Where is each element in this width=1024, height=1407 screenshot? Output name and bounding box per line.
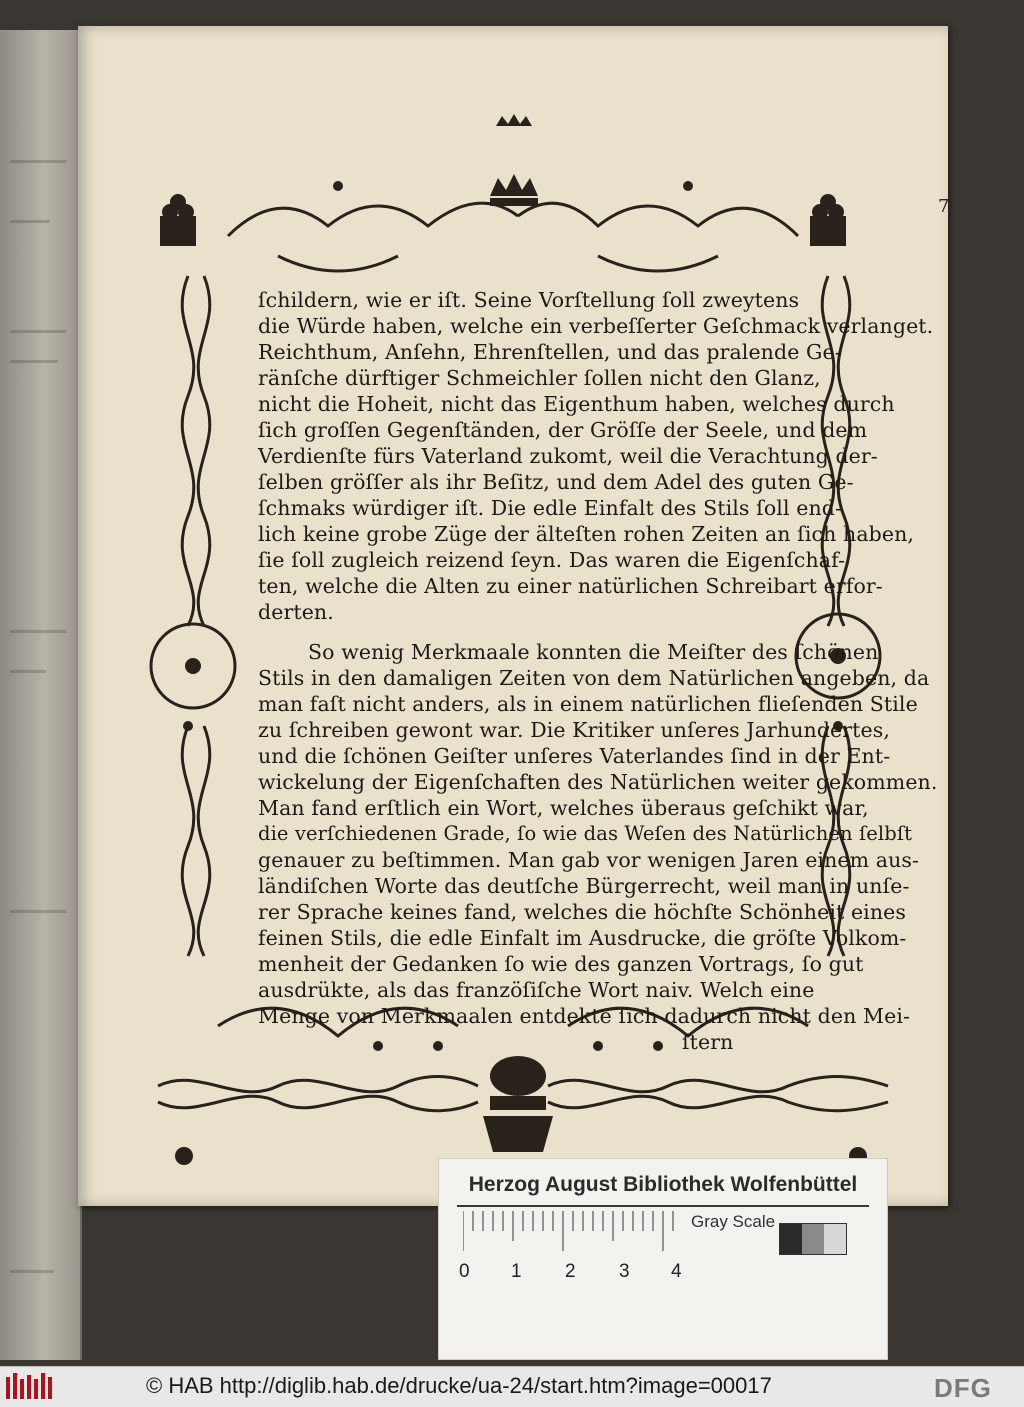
ruler-number: 1 [511,1261,522,1282]
dfg-logo: DFG [934,1373,992,1403]
text-line: So wenig Merkmaale konnten die Meiſter des ſchönen [308,640,879,664]
text-line: zu ſchreiben gewont war. Die Kritiker unſeres Jarhundertes, [258,718,890,742]
ruler-number: 2 [565,1261,576,1282]
text-line: Reichthum, Anſehn, Ehrenſtellen, und das pralende Ge- [258,340,842,364]
library-color-card [438,1158,888,1360]
catchword: ſtern [682,1030,734,1054]
text-line: derten. [258,600,334,624]
text-line: ſich groſſen Gegenſtänden, der Gröſſe der Seele, und dem [258,418,868,442]
ruler-number: 3 [619,1261,630,1282]
ruler-number: 4 [671,1261,682,1282]
text-line: genauer zu beſtimmen. Man gab vor wenigen Jaren einem aus- [258,848,920,872]
text-line: Man fand erſtlich ein Wort, welches überaus geſchikt war, [258,796,869,820]
text-line: ſchmaks würdiger iſt. Die edle Einfalt des Stils ſoll end- [258,496,843,520]
text-line: feinen Stils, die edle Einfalt im Ausdrucke, die gröſte Volkom- [258,926,907,950]
text-line: ränſche dürftiger Schmeichler ſollen nicht den Glanz, [258,366,821,390]
text-line: rer Sprache keines fand, welches die höchſte Schönheit eines [258,900,906,924]
text-line: ſelben gröſſer als ihr Beſitz, und dem Adel des guten Ge- [258,470,854,494]
text-line: man faſt nicht anders, als in einem natürlichen flieſenden Stile [258,692,918,716]
swatch-mid [802,1224,824,1254]
ruler-number: 0 [459,1261,470,1282]
text-line: Verdienſte fürs Vaterland zukomt, weil die Verachtung der- [258,444,878,468]
text-line: wickelung der Eigenſchaften des Natürlichen weiter gekommen. [258,770,938,794]
hab-logo-icon [6,1373,52,1401]
page-number: 7 [938,196,950,217]
viewer-footer [0,1366,1024,1407]
text-line: ländiſchen Worte das deutſche Bürgerrecht, weil man in unſe- [258,874,910,898]
library-name: Herzog August Bibliothek Wolfenbüttel [468,1173,858,1196]
copyright-link[interactable]: © HAB http://diglib.hab.de/drucke/ua-24/start.htm?image=00017 [146,1373,772,1398]
text-line: lich keine grobe Züge der älteſten rohen Zeiten an ſich haben, [258,522,915,546]
text-line: und die ſchönen Geiſter unſeres Vaterlandes ſind in der Ent- [258,744,891,768]
ornamental-border [78,26,948,1206]
measurement-ruler [463,1211,683,1259]
text-line: ſchildern, wie er iſt. Seine Vorſtellung ſoll zweytens [258,288,800,312]
text-line: ausdrükte, als das franzöſiſche Wort naiv. Welch eine [258,978,815,1002]
text-line: die Würde haben, welche ein verbeſſerter Geſchmack verlanget. [258,314,934,338]
text-line: nicht die Hoheit, nicht das Eigenthum haben, welches durch [258,392,895,416]
swatch-dark [780,1224,802,1254]
text-line: die verſchiedenen Grade, ſo wie das Weſen des Natürlichen ſelbſt [258,822,913,845]
previous-page-edge [0,30,82,1360]
gray-scale-label: Gray Scale [691,1212,776,1231]
text-line: ſie ſoll zugleich reizend ſeyn. Das waren die Eigenſchaf- [258,548,846,572]
book-page [78,26,948,1206]
text-line: Menge von Merkmaalen entdekte ſich dadurch nicht den Mei- [258,1004,910,1028]
gray-scale-swatches [779,1223,847,1255]
text-line: ten, welche die Alten zu einer natürlichen Schreibart erfor- [258,574,883,598]
divider [457,1205,869,1207]
swatch-light [824,1224,846,1254]
text-line: menheit der Gedanken ſo wie des ganzen Vortrags, ſo gut [258,952,864,976]
text-line: Stils in den damaligen Zeiten von dem Natürlichen angeben, da [258,666,930,690]
